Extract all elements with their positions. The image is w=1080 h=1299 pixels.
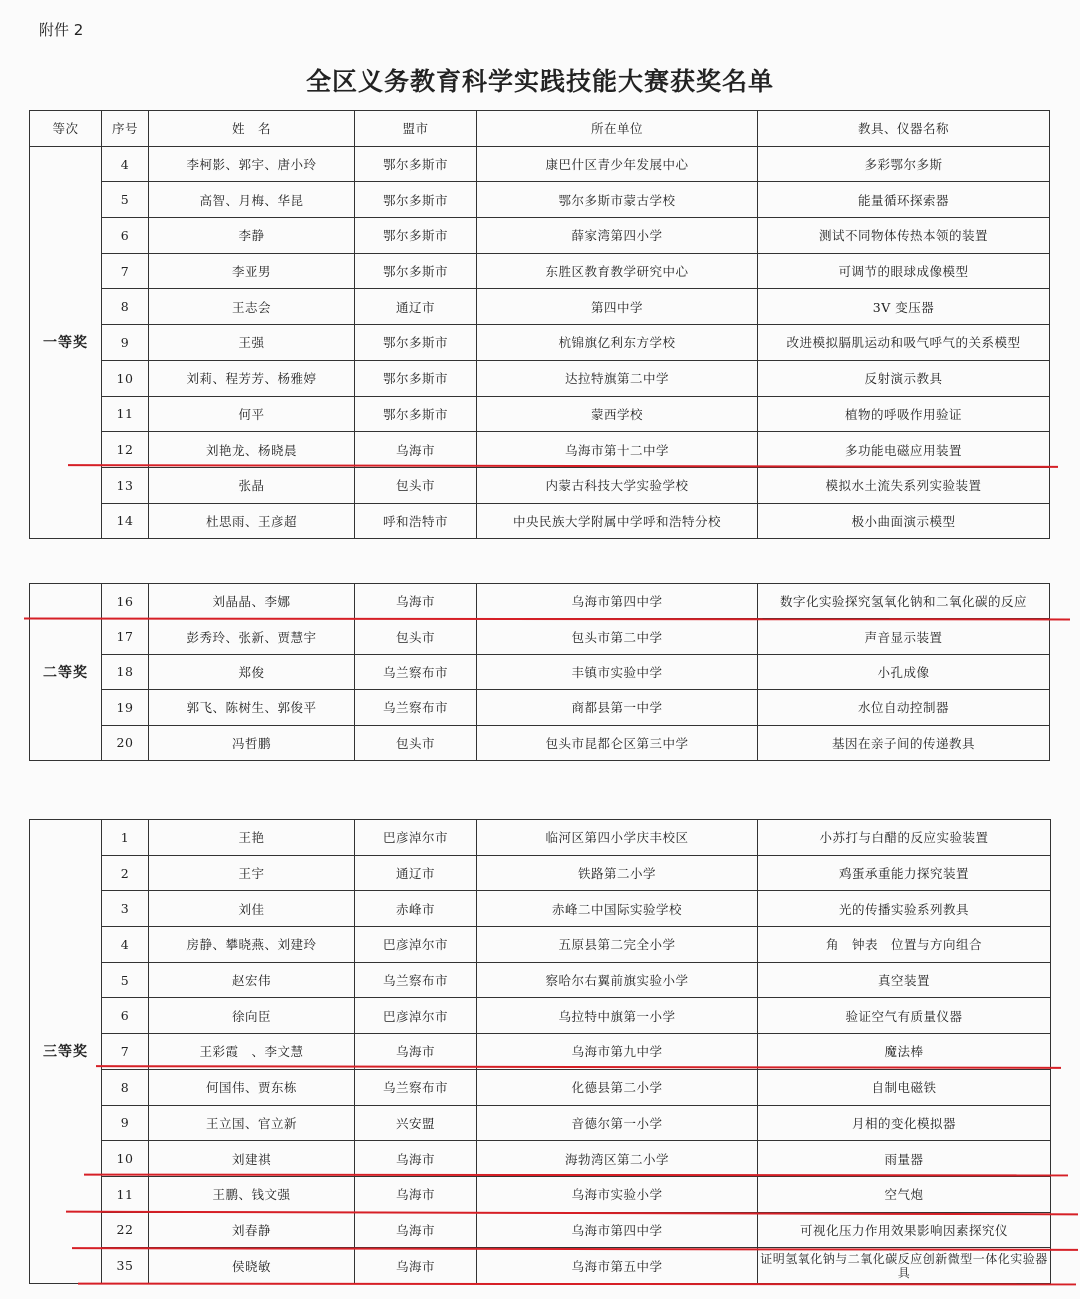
row-device: 角 钟表 位置与方向组合 [758, 927, 1051, 963]
row-unit: 第四中学 [477, 289, 758, 325]
table-row [30, 1034, 1051, 1070]
row-city: 呼和浩特市 [355, 503, 477, 539]
row-no: 9 [102, 1105, 149, 1141]
row-no: 8 [102, 1069, 149, 1105]
row-no: 6 [102, 998, 149, 1034]
row-device: 小苏打与白醋的反应实验装置 [758, 820, 1051, 856]
row-city: 乌兰察布市 [355, 690, 477, 725]
row-name: 张晶 [149, 467, 355, 503]
row-no: 7 [102, 1034, 149, 1070]
header-city: 盟市 [355, 111, 477, 147]
row-no: 2 [102, 855, 149, 891]
row-name: 郑俊 [149, 654, 355, 689]
row-city: 乌海市 [355, 1248, 477, 1284]
row-city: 鄂尔多斯市 [355, 182, 477, 218]
row-device: 声音显示装置 [758, 619, 1050, 654]
row-unit: 蒙西学校 [477, 396, 758, 432]
first-prize-label: 一等奖 [30, 146, 102, 539]
table-row [30, 1141, 1051, 1177]
row-device: 植物的呼吸作用验证 [758, 396, 1050, 432]
row-device: 可调节的眼球成像模型 [758, 253, 1050, 289]
table-row [30, 325, 1050, 361]
table-row [30, 891, 1051, 927]
second-prize-label: 二等奖 [30, 584, 102, 761]
row-city: 乌海市 [355, 584, 477, 619]
row-name: 王立国、官立新 [149, 1105, 355, 1141]
row-device: 真空装置 [758, 962, 1051, 998]
row-unit: 察哈尔右翼前旗实验小学 [477, 962, 758, 998]
row-device: 多彩鄂尔多斯 [758, 146, 1050, 182]
row-no: 13 [102, 467, 149, 503]
table-row [30, 289, 1050, 325]
row-unit: 达拉特旗第二中学 [477, 360, 758, 396]
row-device: 自制电磁铁 [758, 1069, 1051, 1105]
row-no: 20 [102, 725, 149, 760]
row-device: 能量循环探索器 [758, 182, 1050, 218]
row-unit: 乌海市第十二中学 [477, 432, 758, 468]
row-name: 王志会 [149, 289, 355, 325]
row-no: 12 [102, 432, 149, 468]
row-name: 王强 [149, 325, 355, 361]
row-name: 刘佳 [149, 891, 355, 927]
row-city: 鄂尔多斯市 [355, 146, 477, 182]
row-unit: 中央民族大学附属中学呼和浩特分校 [477, 503, 758, 539]
table-row [30, 1176, 1051, 1212]
row-city: 通辽市 [355, 289, 477, 325]
row-city: 鄂尔多斯市 [355, 396, 477, 432]
row-unit: 内蒙古科技大学实验学校 [477, 467, 758, 503]
row-unit: 乌海市第五中学 [477, 1248, 758, 1284]
row-name: 李柯影、郭宇、唐小玲 [149, 146, 355, 182]
row-city: 乌海市 [355, 1212, 477, 1248]
row-device: 基因在亲子间的传递教具 [758, 725, 1050, 760]
row-device: 证明氢氧化钠与二氧化碳反应创新微型一体化实验器具 [758, 1248, 1051, 1284]
row-city: 乌兰察布市 [355, 962, 477, 998]
row-device: 数字化实验探究氢氧化钠和二氧化碳的反应 [758, 584, 1050, 619]
row-city: 乌海市 [355, 1141, 477, 1177]
row-no: 6 [102, 218, 149, 254]
table-row [30, 654, 1050, 689]
row-device: 空气炮 [758, 1176, 1051, 1212]
row-name: 王鹏、钱文强 [149, 1176, 355, 1212]
row-unit: 商都县第一中学 [477, 690, 758, 725]
header-device: 教具、仪器名称 [758, 111, 1050, 147]
row-device: 水位自动控制器 [758, 690, 1050, 725]
row-name: 房静、攀晓燕、刘建玲 [149, 927, 355, 963]
row-device: 月相的变化模拟器 [758, 1105, 1051, 1141]
row-city: 包头市 [355, 725, 477, 760]
row-device: 鸡蛋承重能力探究装置 [758, 855, 1051, 891]
row-name: 刘晶晶、李娜 [149, 584, 355, 619]
row-unit: 康巴什区青少年发展中心 [477, 146, 758, 182]
header-rank: 等次 [30, 111, 102, 147]
table-row [30, 360, 1050, 396]
table-row [30, 218, 1050, 254]
row-unit: 乌海市第四中学 [477, 584, 758, 619]
row-name: 彭秀玲、张新、贾慧宇 [149, 619, 355, 654]
row-name: 李亚男 [149, 253, 355, 289]
row-name: 刘莉、程芳芳、杨雅婷 [149, 360, 355, 396]
row-no: 10 [102, 1141, 149, 1177]
row-no: 14 [102, 503, 149, 539]
row-device: 验证空气有质量仪器 [758, 998, 1051, 1034]
row-unit: 乌拉特中旗第一小学 [477, 998, 758, 1034]
table-row [30, 927, 1051, 963]
row-name: 冯哲鹏 [149, 725, 355, 760]
row-device: 光的传播实验系列教具 [758, 891, 1051, 927]
table-row [30, 396, 1050, 432]
row-unit: 音德尔第一小学 [477, 1105, 758, 1141]
row-no: 5 [102, 962, 149, 998]
row-city: 鄂尔多斯市 [355, 360, 477, 396]
row-name: 何国伟、贾东栋 [149, 1069, 355, 1105]
row-device: 魔法棒 [758, 1034, 1051, 1070]
table-row [30, 1105, 1051, 1141]
row-no: 7 [102, 253, 149, 289]
attachment-label: 附件 2 [39, 21, 84, 39]
row-name: 王彩霞 、李文慧 [149, 1034, 355, 1070]
table-row [30, 1248, 1051, 1284]
row-name: 王艳 [149, 820, 355, 856]
table-row [30, 690, 1050, 725]
row-unit: 包头市第二中学 [477, 619, 758, 654]
header-no: 序号 [102, 111, 149, 147]
row-no: 18 [102, 654, 149, 689]
row-device: 多功能电磁应用装置 [758, 432, 1050, 468]
row-no: 22 [102, 1212, 149, 1248]
row-unit: 五原县第二完全小学 [477, 927, 758, 963]
table-row [30, 962, 1051, 998]
table-row [30, 855, 1051, 891]
row-no: 17 [102, 619, 149, 654]
row-no: 35 [102, 1248, 149, 1284]
row-unit: 乌海市第四中学 [477, 1212, 758, 1248]
row-name: 李静 [149, 218, 355, 254]
row-unit: 乌海市实验小学 [477, 1176, 758, 1212]
row-unit: 化德县第二小学 [477, 1069, 758, 1105]
table-row [30, 146, 1050, 182]
row-no: 4 [102, 927, 149, 963]
table-row [30, 432, 1050, 468]
row-device: 雨量器 [758, 1141, 1051, 1177]
row-name: 郭飞、陈树生、郭俊平 [149, 690, 355, 725]
row-name: 高智、月梅、华昆 [149, 182, 355, 218]
row-name: 赵宏伟 [149, 962, 355, 998]
row-city: 赤峰市 [355, 891, 477, 927]
table-row [30, 1069, 1051, 1105]
row-device: 反射演示教具 [758, 360, 1050, 396]
row-no: 4 [102, 146, 149, 182]
row-device: 小孔成像 [758, 654, 1050, 689]
row-no: 11 [102, 396, 149, 432]
page-title: 全区义务教育科学实践技能大赛获奖名单 [305, 67, 774, 96]
row-city: 包头市 [355, 467, 477, 503]
row-no: 1 [102, 820, 149, 856]
table-row [30, 619, 1050, 654]
row-city: 巴彦淖尔市 [355, 927, 477, 963]
table-header-row [30, 111, 1050, 147]
row-device: 3V 变压器 [758, 289, 1050, 325]
row-unit: 铁路第二小学 [477, 855, 758, 891]
table-row [30, 253, 1050, 289]
row-city: 巴彦淖尔市 [355, 998, 477, 1034]
table-row [30, 1212, 1051, 1248]
row-no: 11 [102, 1176, 149, 1212]
row-city: 鄂尔多斯市 [355, 325, 477, 361]
row-name: 王宇 [149, 855, 355, 891]
row-city: 巴彦淖尔市 [355, 820, 477, 856]
row-no: 9 [102, 325, 149, 361]
row-city: 通辽市 [355, 855, 477, 891]
header-unit: 所在单位 [477, 111, 758, 147]
header-name: 姓 名 [149, 111, 355, 147]
row-city: 乌兰察布市 [355, 654, 477, 689]
row-city: 乌兰察布市 [355, 1069, 477, 1105]
row-city: 乌海市 [355, 1034, 477, 1070]
first-prize-table [29, 110, 1050, 539]
row-no: 3 [102, 891, 149, 927]
row-unit: 临河区第四小学庆丰校区 [477, 820, 758, 856]
third-prize-label: 三等奖 [30, 820, 102, 1284]
row-city: 乌海市 [355, 1176, 477, 1212]
row-no: 8 [102, 289, 149, 325]
row-device: 测试不同物体传热本领的装置 [758, 218, 1050, 254]
table-row [30, 503, 1050, 539]
row-unit: 包头市昆都仑区第三中学 [477, 725, 758, 760]
row-unit: 鄂尔多斯市蒙古学校 [477, 182, 758, 218]
row-unit: 海勃湾区第二小学 [477, 1141, 758, 1177]
row-device: 极小曲面演示模型 [758, 503, 1050, 539]
row-no: 5 [102, 182, 149, 218]
row-city: 鄂尔多斯市 [355, 253, 477, 289]
row-name: 徐向臣 [149, 998, 355, 1034]
row-name: 刘春静 [149, 1212, 355, 1248]
row-unit: 丰镇市实验中学 [477, 654, 758, 689]
table-row [30, 584, 1050, 619]
row-name: 杜思雨、王彦超 [149, 503, 355, 539]
table-row [30, 467, 1050, 503]
table-row [30, 182, 1050, 218]
row-unit: 乌海市第九中学 [477, 1034, 758, 1070]
row-unit: 东胜区教育教学研究中心 [477, 253, 758, 289]
red-underline [78, 1283, 1076, 1286]
row-no: 10 [102, 360, 149, 396]
row-unit: 薛家湾第四小学 [477, 218, 758, 254]
table-row [30, 998, 1051, 1034]
table-row [30, 725, 1050, 760]
second-prize-table [29, 583, 1050, 761]
row-city: 兴安盟 [355, 1105, 477, 1141]
row-city: 包头市 [355, 619, 477, 654]
row-city: 鄂尔多斯市 [355, 218, 477, 254]
row-unit: 赤峰二中国际实验学校 [477, 891, 758, 927]
row-device: 模拟水土流失系列实验装置 [758, 467, 1050, 503]
row-name: 刘建祺 [149, 1141, 355, 1177]
row-name: 刘艳龙、杨晓晨 [149, 432, 355, 468]
row-city: 乌海市 [355, 432, 477, 468]
row-name: 何平 [149, 396, 355, 432]
row-no: 19 [102, 690, 149, 725]
row-name: 侯晓敏 [149, 1248, 355, 1284]
row-device: 可视化压力作用效果影响因素探究仪 [758, 1212, 1051, 1248]
row-device: 改进模拟膈肌运动和吸气呼气的关系模型 [758, 325, 1050, 361]
row-unit: 杭锦旗亿利东方学校 [477, 325, 758, 361]
table-row [30, 820, 1051, 856]
row-no: 16 [102, 584, 149, 619]
